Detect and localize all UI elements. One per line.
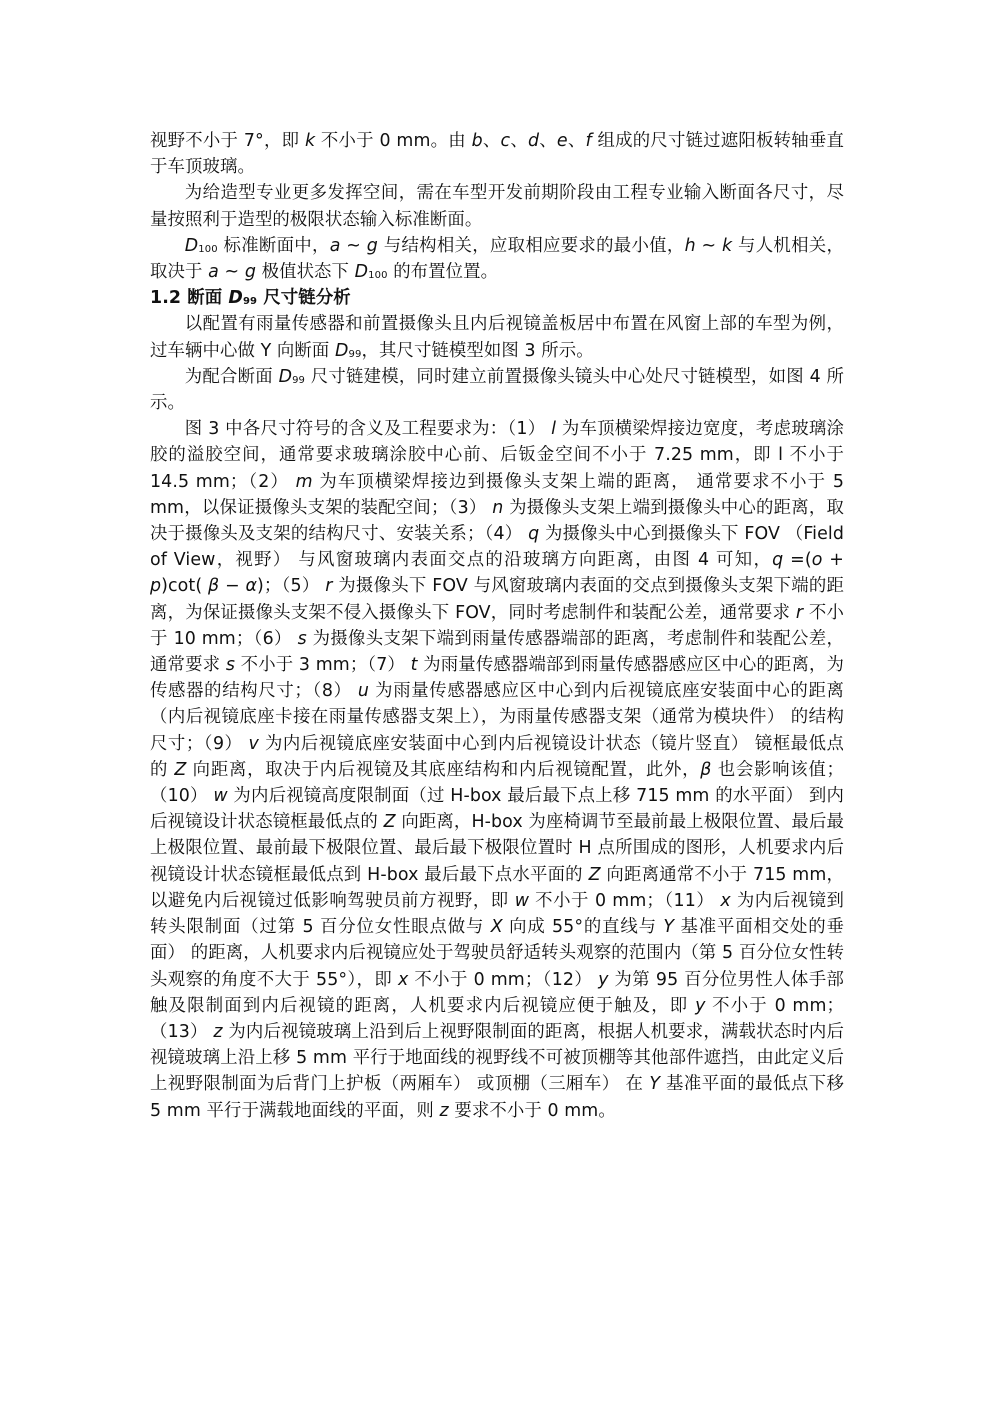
math-symbol: Y (649, 1074, 661, 1095)
text-segment: 以配置有雨量传感器和前置摄像头且内后视镜盖板居中布置在风窗上部的车型为例，过车辆中心做 Y 向断面 (150, 314, 844, 361)
text-segment: 为内后视镜玻璃上沿到后上视野限制面的距离，根据人机要求，满载状态时内后视镜玻璃上沿上移 5 mm 平行于地面线的视野线不可被顶棚等其他部件遮挡，由此定义后上视野限制面为后背门上护板（两厢车） 或顶棚（三厢车） 在 (150, 1021, 844, 1095)
paragraph-5 (150, 364, 844, 416)
text-segment: 尺寸链建模，同时建立前置摄像头镜头中心处尺寸链模型，如图 4 所示。 (150, 366, 844, 414)
text-segment: 要求不小于 0 mm。 (448, 1100, 616, 1121)
math-symbol: x (720, 890, 731, 911)
math-symbol: D (354, 262, 369, 283)
math-symbol: Z (383, 812, 396, 833)
math-symbol: y (598, 969, 609, 990)
text-segment: 、 (482, 131, 501, 151)
text-segment: 与结构相关，应取相应要求的最小值， (377, 235, 685, 256)
subscript-text: 100 (368, 270, 388, 282)
text-segment: 不小于 0 mm；（12） (408, 969, 599, 990)
math-symbol: Z (588, 864, 601, 885)
text-segment: 为车顶横梁焊接边到摄像头支架上端的距离， 通常要求不小于 5 mm，以保证摄像头支架的装配空间；（3） (150, 471, 844, 518)
text-segment: 为内后视镜底座安装面中心到内后视镜设计状态（镜片竖直） 镜框最低点的 (150, 733, 845, 780)
text-segment: 基准平面的最低点下移 5 mm 平行于满载地面线的平面，则 (150, 1074, 844, 1121)
math-symbol: k (304, 131, 316, 151)
math-symbol: x (398, 969, 409, 990)
text-segment: ~ (695, 235, 723, 256)
text-segment: 也会影响该值；（10） (150, 759, 844, 807)
math-symbol: g (244, 262, 256, 283)
math-symbol: β (208, 576, 220, 597)
text-segment: 、 (510, 131, 528, 151)
math-symbol: a (208, 262, 219, 283)
paragraph-4 (150, 311, 844, 363)
math-symbol: s (225, 655, 235, 676)
math-symbol: u (357, 681, 369, 702)
paragraph-3 (150, 233, 844, 285)
text-segment: 极值状态下 (255, 262, 355, 283)
math-symbol: r (325, 576, 333, 597)
text-segment: )cot( (161, 576, 209, 597)
text-segment: 为雨量传感器感应区中心到内后视镜底座安装面中心的距离（内后视镜底座卡接在雨量传感器支架上），为雨量传感器支架（通常为模块件） 的结构尺寸；（9） (150, 681, 844, 754)
math-symbol: Y (663, 917, 675, 938)
math-symbol: s (297, 628, 307, 649)
paragraph-6 (150, 416, 844, 1123)
math-symbol: p (150, 576, 162, 597)
text-segment: 向距离，H-box 为座椅调节至最前最上极限位置、最后最上极限位置、最前最下极限位置、最后最下极限位置时 H 点所围成的图形，人机要求内后视镜设计状态镜框最低点到 H-box 最后最下点水平面的 (150, 812, 844, 885)
text-segment: 为摄像头支架上端到摄像头中心的距离，取决于摄像头及支架的结构尺寸、安装关系；（4） (150, 497, 844, 545)
text-segment: 为摄像头下 FOV 与风窗玻璃内表面的交点到摄像头支架下端的距离，为保证摄像头支架不侵入摄像头下 FOV，同时考虑制件和装配公差，通常要求 (150, 576, 844, 623)
math-symbol: h (684, 235, 696, 256)
math-symbol: d (527, 131, 540, 151)
text-segment: 为雨量传感器端部到雨量传感器感应区中心的距离，为传感器的结构尺寸；（8） (150, 655, 845, 702)
text-segment: 向成 55°的直线与 (502, 917, 664, 938)
text-segment: 为内后视镜高度限制面（过 H-box 最后最下点上移 715 mm 的水平面） 到内后视镜设计状态镜框最低点的 (150, 786, 844, 833)
text-segment: 向距离，取决于内后视镜及其底座结构和内后视镜配置，此外， (186, 759, 701, 780)
subscript-text: 99 (348, 348, 362, 360)
math-symbol: β (700, 759, 712, 780)
math-symbol: t (410, 655, 418, 676)
math-symbol: r (795, 602, 804, 623)
math-symbol: q (772, 550, 784, 571)
text-segment: 视野不小于 7°，即 (150, 131, 305, 151)
math-symbol: w (213, 786, 228, 807)
math-symbol: b (471, 131, 483, 151)
math-symbol: Z (174, 759, 187, 780)
math-symbol: n (492, 497, 504, 518)
text-segment: ~ (218, 262, 245, 283)
math-symbol: a (329, 235, 341, 256)
math-symbol: D (278, 366, 293, 387)
math-symbol: o (811, 550, 823, 571)
text-segment: 为配合断面 (184, 366, 279, 387)
math-symbol: y (695, 995, 706, 1016)
text-segment: 为车顶横梁焊接边宽度，考虑玻璃涂胶的溢胶空间，通常要求玻璃涂胶中心前、后钣金空间不小于 7.25 mm，即 l 不小于 14.5 mm；（2） (150, 419, 844, 492)
text-segment: 基准平面相交处的垂面） 的距离，人机要求内后视镜应处于驾驶员舒适转头观察的范围内（第 5 百分位女性转头观察的角度不大于 55°），即 (150, 917, 844, 990)
text-segment: 为摄像头支架下端到雨量传感器端部的距离，考虑制件和装配公差，通常要求 (150, 628, 844, 676)
math-symbol: D (184, 235, 199, 256)
math-symbol: v (248, 733, 259, 754)
math-symbol: z (439, 1100, 449, 1121)
text-segment: 为摄像头中心到摄像头下 FOV （Field of View，视野） 与风窗玻璃内表面交点的沿玻璃方向距离，由图 4 可知， (150, 524, 844, 571)
text-segment: ~ (340, 235, 367, 256)
paragraph-1 (150, 128, 844, 180)
text-segment: 、 (567, 131, 586, 151)
text-segment: 向距离通常不小于 715 mm，以避免内后视镜过低影响驾驶员前方视野，即 (150, 864, 844, 911)
text-segment: 不小于 3 mm；（7） (234, 655, 411, 676)
text-segment: 组成的尺寸链过遮阳板转轴垂直于车顶玻璃。 (150, 131, 845, 178)
math-symbol: w (514, 890, 530, 911)
text-segment: 不小于 0 mm；（11） (529, 890, 721, 911)
subscript-text: 100 (198, 243, 218, 255)
subscript-text: 99 (292, 374, 306, 386)
text-segment: 不小于 0 mm；（13） (150, 995, 845, 1042)
text-segment: 与人机相关，取决于 (150, 235, 844, 283)
text-segment: 不小于 0 mm。由 (315, 131, 472, 151)
math-symbol: α (245, 576, 258, 597)
math-symbol: D (335, 340, 349, 361)
text-segment: 1.2 断面 (150, 288, 229, 309)
math-symbol: c (500, 131, 511, 151)
math-symbol: m (295, 471, 313, 492)
text-segment: =( (783, 550, 812, 571)
text-segment: )；（5） (257, 576, 326, 597)
text-segment: 、 (539, 131, 557, 151)
paragraph-2 (150, 180, 844, 232)
text-segment: − (219, 576, 246, 597)
math-symbol: z (213, 1021, 223, 1042)
text-segment: 标准断面中， (217, 235, 330, 256)
text-segment: 的布置位置。 (387, 262, 499, 283)
text-segment: + (822, 550, 844, 571)
math-symbol: l (551, 419, 557, 440)
math-symbol: e (556, 131, 568, 151)
text-segment: 为第 95 百分位男性人体手部触及限制面到内后视镜的距离，人机要求内后视镜应便于触及，即 (150, 969, 844, 1016)
math-symbol: D (228, 288, 243, 309)
document-page (150, 128, 844, 1124)
math-symbol: X (490, 917, 503, 938)
math-symbol: k (722, 235, 733, 256)
text-segment: ，其尺寸链模型如图 3 所示。 (361, 340, 594, 361)
text-segment: 为给造型专业更多发挥空间，需在车型开发前期阶段由工程专业输入断面各尺寸，尽量按照利于造型的极限状态输入标准断面。 (150, 183, 844, 230)
text-segment: 为内后视镜到转头限制面（过第 5 百分位女性眼点做与 (150, 890, 844, 938)
math-symbol: g (366, 235, 378, 256)
section-heading (150, 285, 844, 311)
text-segment: 不小于 10 mm；（6） (150, 602, 844, 649)
text-segment: 图 3 中各尺寸符号的含义及工程要求为：（1） (184, 419, 552, 440)
subscript-text: 99 (242, 296, 258, 308)
text-segment: 尺寸链分析 (257, 288, 351, 309)
math-symbol: q (528, 524, 540, 545)
math-symbol: f (585, 131, 592, 151)
